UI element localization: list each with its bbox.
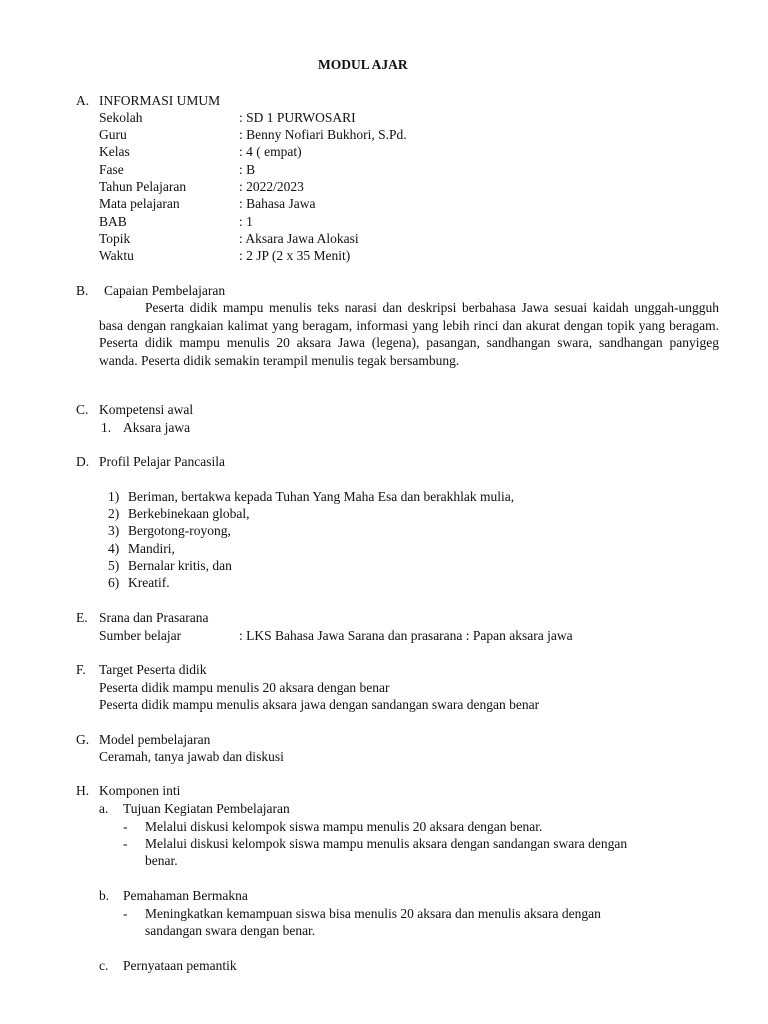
- dash-bullet: -: [123, 906, 128, 921]
- info-value: : 2022/2023: [239, 179, 304, 194]
- bullet-text: Meningkatkan kemampuan siswa bisa menulis 20 aksara dan menulis aksara dengan: [145, 906, 601, 921]
- info-value: : SD 1 PURWOSARI: [239, 110, 356, 125]
- section-g-heading: Model pembelajaran: [99, 732, 211, 747]
- section-c-heading: Kompetensi awal: [99, 402, 194, 417]
- section-b-marker: B.: [76, 283, 89, 298]
- subsection-c-heading: Pernyataan pemantik: [123, 958, 237, 973]
- subsection-a-heading: Tujuan Kegiatan Pembelajaran: [123, 801, 290, 816]
- list-number: 4): [108, 541, 120, 556]
- info-value: : Aksara Jawa Alokasi: [239, 231, 359, 246]
- list-item: Berkebinekaan global,: [128, 506, 250, 521]
- section-f-heading: Target Peserta didik: [99, 662, 207, 677]
- info-label: Sekolah: [99, 110, 143, 125]
- section-c-marker: C.: [76, 402, 89, 417]
- section-a-marker: A.: [76, 93, 90, 108]
- info-value: : 1: [239, 214, 253, 229]
- list-number: 1): [108, 489, 120, 504]
- section-g-marker: G.: [76, 732, 90, 747]
- list-number: 2): [108, 506, 120, 521]
- info-value: : B: [239, 162, 256, 177]
- section-a-heading: INFORMASI UMUM: [99, 93, 221, 108]
- section-h-heading: Komponen inti: [99, 783, 181, 798]
- list-number: 3): [108, 523, 120, 538]
- list-item: Kreatif.: [128, 575, 170, 590]
- info-value: : Bahasa Jawa: [239, 196, 316, 211]
- list-item: Bernalar kritis, dan: [128, 558, 232, 573]
- list-item: Bergotong-royong,: [128, 523, 231, 538]
- section-h-marker: H.: [76, 783, 90, 798]
- info-label: Mata pelajaran: [99, 196, 180, 211]
- info-label: Fase: [99, 162, 124, 177]
- info-label: Guru: [99, 127, 127, 142]
- info-value: : Benny Nofiari Bukhori, S.Pd.: [239, 127, 407, 142]
- list-item: Aksara jawa: [123, 420, 191, 435]
- sumber-label: Sumber belajar: [99, 628, 182, 643]
- list-number: 5): [108, 558, 120, 573]
- info-label: BAB: [99, 214, 127, 229]
- sumber-value: : LKS Bahasa Jawa Sarana dan prasarana : Papan aksara jawa: [239, 628, 573, 643]
- capaian-text: Peserta didik mampu menulis teks narasi dan deskripsi berbahasa Jawa sesuai kaidah unggah-ungguh basa dengan rangkaian kalimat yang beragam, informasi yang lebih rinci dan akurat dengan topik yang beragam. Peserta didik mampu menulis 20 aksara Jawa (legena), pasangan, sandhangan swara, sandhangan panyigeg wanda. Peserta didik semakin terampil menulis tegak bersambung.: [99, 300, 719, 368]
- section-e-marker: E.: [76, 610, 88, 625]
- bullet-text-continued: benar.: [145, 853, 178, 868]
- bullet-text: Melalui diskusi kelompok siswa mampu menulis aksara dengan sandangan swara dengan: [145, 836, 628, 851]
- document-title: MODUL AJAR: [318, 57, 408, 72]
- bullet-text: Melalui diskusi kelompok siswa mampu menulis 20 aksara dengan benar.: [145, 819, 543, 834]
- target-line: Peserta didik mampu menulis aksara jawa dengan sandangan swara dengan benar: [99, 697, 540, 712]
- info-value: : 2 JP (2 x 35 Menit): [239, 248, 351, 263]
- list-item: Mandiri,: [128, 541, 175, 556]
- dash-bullet: -: [123, 819, 128, 834]
- dash-bullet: -: [123, 836, 128, 851]
- section-d-heading: Profil Pelajar Pancasila: [99, 454, 225, 469]
- info-label: Waktu: [99, 248, 134, 263]
- info-value: : 4 ( empat): [239, 144, 302, 159]
- subsection-c-marker: c.: [99, 958, 109, 973]
- list-number: 1.: [101, 420, 112, 435]
- subsection-a-marker: a.: [99, 801, 109, 816]
- list-number: 6): [108, 575, 120, 590]
- capaian-paragraph: [99, 299, 719, 369]
- subsection-b-marker: b.: [99, 888, 110, 903]
- info-label: Tahun Pelajaran: [99, 179, 187, 194]
- list-item: Beriman, bertakwa kepada Tuhan Yang Maha Esa dan berakhlak mulia,: [128, 489, 515, 504]
- subsection-b-heading: Pemahaman Bermakna: [123, 888, 248, 903]
- section-d-marker: D.: [76, 454, 90, 469]
- bullet-text-continued: sandangan swara dengan benar.: [145, 923, 316, 938]
- section-f-marker: F.: [76, 662, 86, 677]
- info-label: Topik: [99, 231, 131, 246]
- info-label: Kelas: [99, 144, 130, 159]
- section-e-heading: Srana dan Prasarana: [99, 610, 209, 625]
- target-line: Peserta didik mampu menulis 20 aksara dengan benar: [99, 680, 390, 695]
- model-text: Ceramah, tanya jawab dan diskusi: [99, 749, 284, 764]
- section-b-heading: Capaian Pembelajaran: [104, 283, 226, 298]
